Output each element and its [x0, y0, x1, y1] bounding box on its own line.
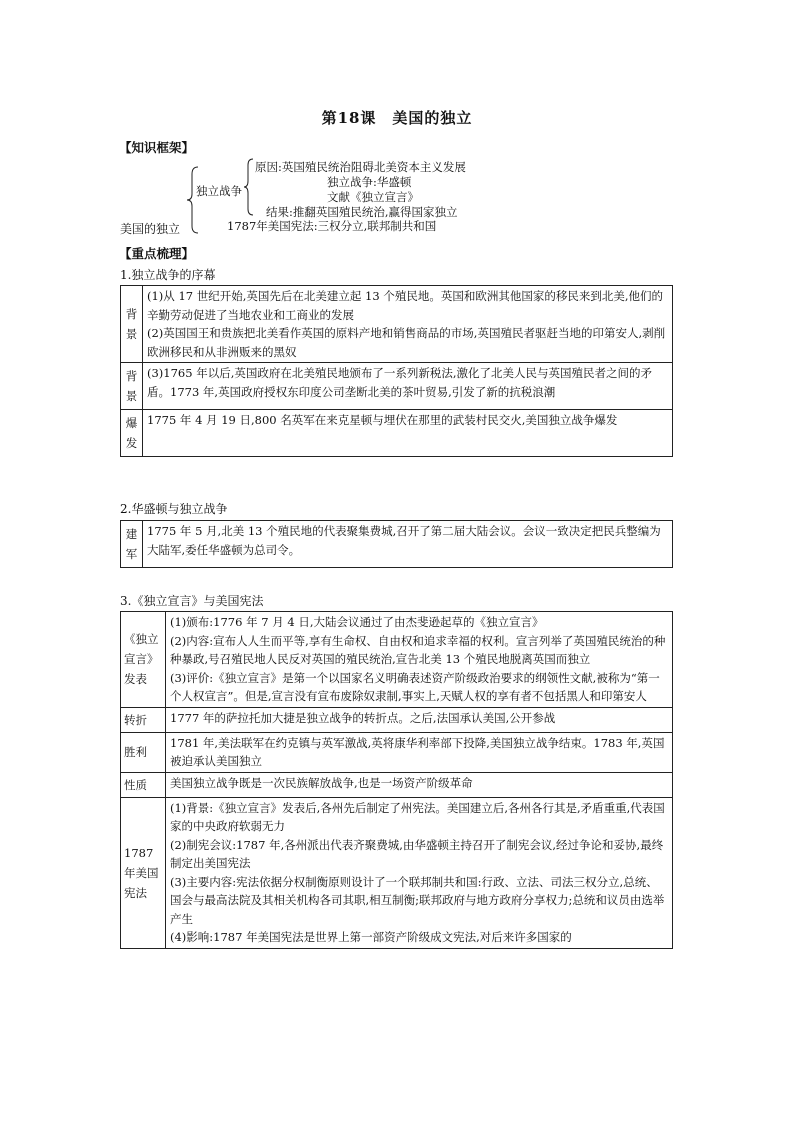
section2-table [120, 520, 673, 568]
table-row [121, 612, 673, 708]
row-label: 《独立宣言》发表 [121, 612, 166, 708]
row-label: 胜利 [121, 732, 166, 772]
row-label: 背景 [121, 363, 143, 410]
row-content [143, 521, 673, 568]
framework-document: 文献《独立宣言》 [327, 190, 419, 204]
section2-title: 2.华盛顿与独立战争 [120, 502, 228, 516]
row-text: (3)主要内容:宪法依据分权制衡原则设计了一个联邦制共和国:行政、立法、司法三权分立,总统、国会与最高法院及其相关机构各司其职,相互制衡;联邦政府与地方政府分享权力;总统和议员由选举产生 [170, 874, 665, 926]
row-text: (1)背景:《独立宣言》发表后,各州先后制定了州宪法。美国建立后,各州各行其是,矛盾重重,代表国家的中央政府软弱无力 [170, 800, 665, 833]
framework-result: 结果:推翻英国殖民统治,赢得国家独立 [266, 205, 458, 219]
section3-title: 3.《独立宣言》与美国宪法 [120, 594, 264, 608]
framework-branch-war: 独立战争 [196, 184, 242, 198]
framework-cause: 原因:英国殖民统治阻碍北美资本主义发展 [255, 160, 466, 174]
row-label: 1787 年美国宪法 [121, 797, 166, 948]
framework-root: 美国的独立 [120, 222, 181, 236]
outer-brace-icon [186, 166, 200, 234]
row-text: 1777 年的萨拉托加大捷是独立战争的转折点。之后,法国承认美国,公开参战 [170, 710, 556, 725]
row-label: 背景 [121, 286, 143, 363]
table-row [121, 286, 673, 363]
row-content [166, 797, 673, 948]
inner-brace-icon [243, 158, 255, 216]
row-content [166, 612, 673, 708]
table-row [121, 772, 673, 797]
row-text: 1781 年,美法联军在约克镇与英军激战,英将康华利率部下投降,美国独立战争结束。1783 年,英国被迫承认美国独立 [170, 735, 665, 768]
framework-heading: 【知识框架】 [119, 140, 195, 155]
row-content [143, 286, 673, 363]
row-text: (1)颁布:1776 年 7 月 4 日,大陆会议通过了由杰斐逊起草的《独立宣言》 [170, 615, 544, 629]
table-row [121, 732, 673, 772]
row-text: (2)英国国王和贵族把北美看作英国的原料产地和销售商品的市场,英国殖民者驱赶当地的印第安人,剥削欧洲移民和从非洲贩来的黑奴 [147, 326, 666, 359]
row-text: (1)从 17 世纪开始,英国先后在北美建立起 13 个殖民地。英国和欧洲其他国家的移民来到北美,他们的辛勤劳动促进了当地农业和工商业的发展 [147, 289, 663, 322]
table-row [121, 707, 673, 732]
row-text: (3)1765 年以后,英国政府在北美殖民地颁布了一系列新税法,激化了北美人民与英国殖民者之间的矛盾。1773 年,英国政府授权东印度公司垄断北美的茶叶贸易,引发了新的抗税浪潮 [147, 366, 653, 399]
row-content [143, 410, 673, 457]
row-label: 建军 [121, 521, 143, 568]
table-row [121, 363, 673, 410]
page-title: 第18课 美国的独立 [321, 109, 473, 127]
row-label: 转折 [121, 707, 166, 732]
row-text: (2)内容:宣布人人生而平等,享有生命权、自由权和追求幸福的权利。宣言列举了英国殖民统治的种种暴政,号召殖民地人民反对英国的殖民统治,宣告北美 13 个殖民地脱离英国而独立 [170, 633, 666, 666]
row-content [166, 707, 673, 732]
section1-table [120, 285, 673, 457]
table-row [121, 521, 673, 568]
review-heading: 【重点梳理】 [119, 246, 195, 261]
row-content [143, 363, 673, 410]
row-text: (4)影响:1787 年美国宪法是世界上第一部资产阶级成文宪法,对后来许多国家的 [170, 930, 572, 944]
table-row [121, 797, 673, 948]
row-text: 1775 年 5 月,北美 13 个殖民地的代表聚集费城,召开了第二届大陆会议。会议一致决定把民兵整编为大陆军,委任华盛顿为总司令。 [147, 524, 661, 557]
row-label: 性质 [121, 772, 166, 797]
row-text: (3)评价:《独立宣言》是第一个以国家名义明确表述资产阶级政治要求的纲领性文献,被称为“第一个人权宣言”。但是,宣言没有宣布废除奴隶制,事实上,天赋人权的享有者不包括黑人和印第安人 [170, 670, 660, 703]
row-text: 1775 年 4 月 19 日,800 名英军在来克星顿与埋伏在那里的武装村民交火,美国独立战争爆发 [147, 413, 618, 427]
row-text: 美国独立战争既是一次民族解放战争,也是一场资产阶级革命 [170, 775, 473, 790]
section3-table [120, 611, 673, 949]
section1-title: 1.独立战争的序幕 [120, 268, 216, 282]
row-label: 爆发 [121, 410, 143, 457]
row-content [166, 732, 673, 772]
framework-leader: 独立战争:华盛顿 [327, 175, 412, 189]
row-text: (2)制宪会议:1787 年,各州派出代表齐聚费城,由华盛顿主持召开了制宪会议,经过争论和妥协,最终制定出美国宪法 [170, 837, 664, 870]
row-content [166, 772, 673, 797]
framework-constitution: 1787年美国宪法:三权分立,联邦制共和国 [227, 219, 437, 233]
table-row [121, 410, 673, 457]
